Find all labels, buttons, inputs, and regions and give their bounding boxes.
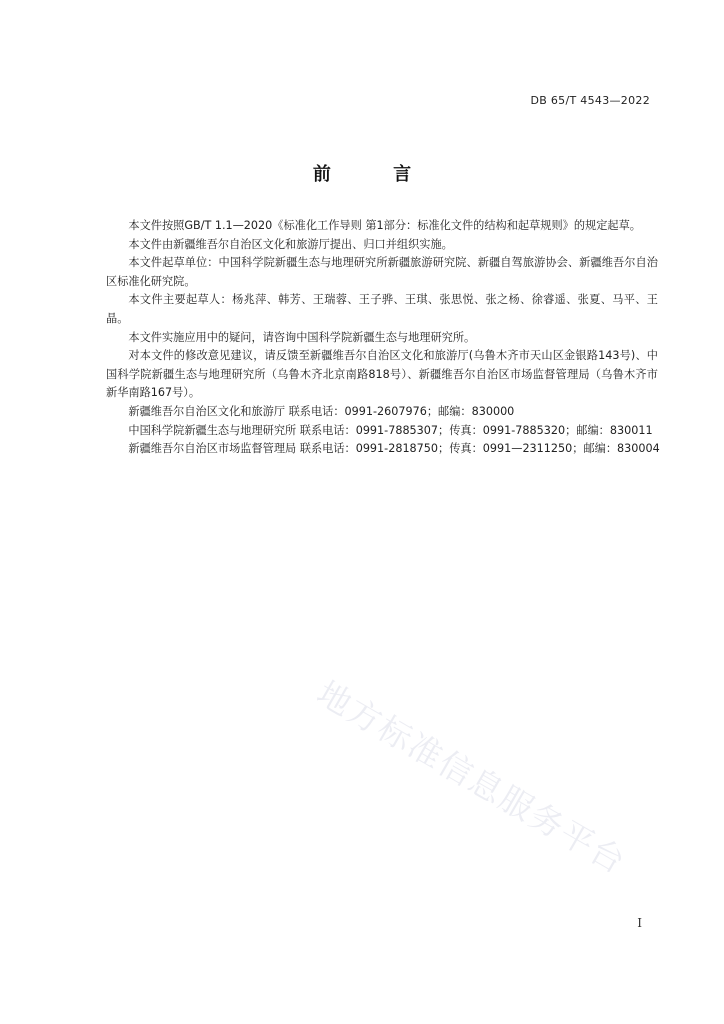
paragraph-drafting-units: 本文件起草单位：中国科学院新疆生态与地理研究所新疆旅游研究院、新疆自驾旅游协会、新疆维吾尔自治区标准化研究院。: [106, 256, 658, 288]
page-title: 前 言: [312, 164, 440, 185]
watermark: 地方标准信息服务平台: [310, 673, 634, 882]
contact-line-tourism-dept: 新疆维吾尔自治区文化和旅游厅 联系电话：0991-2607976；邮编：830000: [128, 404, 515, 418]
paragraph-drafters: 本文件主要起草人：杨兆萍、韩芳、王瑞蓉、王子骅、王琪、张思悦、张之杨、徐睿遥、张夏、马平、王晶。: [106, 293, 658, 325]
paragraph-feedback: 对本文件的修改意见建议，请反馈至新疆维吾尔自治区文化和旅游厅(乌鲁木齐市天山区金银路143号)、中国科学院新疆生态与地理研究所（乌鲁木齐北京南路818号）、新疆维吾尔自治区市场监督管理局（乌鲁木齐市新华南路167号）。: [106, 349, 658, 400]
contact-line-market-regulation: 新疆维吾尔自治区市场监督管理局 联系电话：0991-2818750；传真：0991—2311250；邮编：830004: [128, 442, 660, 456]
standard-code: DB 65/T 4543—2022: [530, 94, 650, 107]
page-number: I: [637, 916, 642, 930]
foreword-body: [106, 217, 658, 459]
contact-line-cas-institute: 中国科学院新疆生态与地理研究所 联系电话：0991-7885307；传真：0991-7885320；邮编：830011: [128, 423, 653, 437]
paragraph-inquiries: 本文件实施应用中的疑问，请咨询中国科学院新疆生态与地理研究所。: [128, 330, 476, 344]
paragraph-proposer: 本文件由新疆维吾尔自治区文化和旅游厅提出、归口并组织实施。: [128, 237, 453, 251]
paragraph-drafting-basis: 本文件按照GB/T 1.1—2020《标准化工作导则 第1部分：标准化文件的结构和起草规则》的规定起草。: [128, 219, 641, 232]
